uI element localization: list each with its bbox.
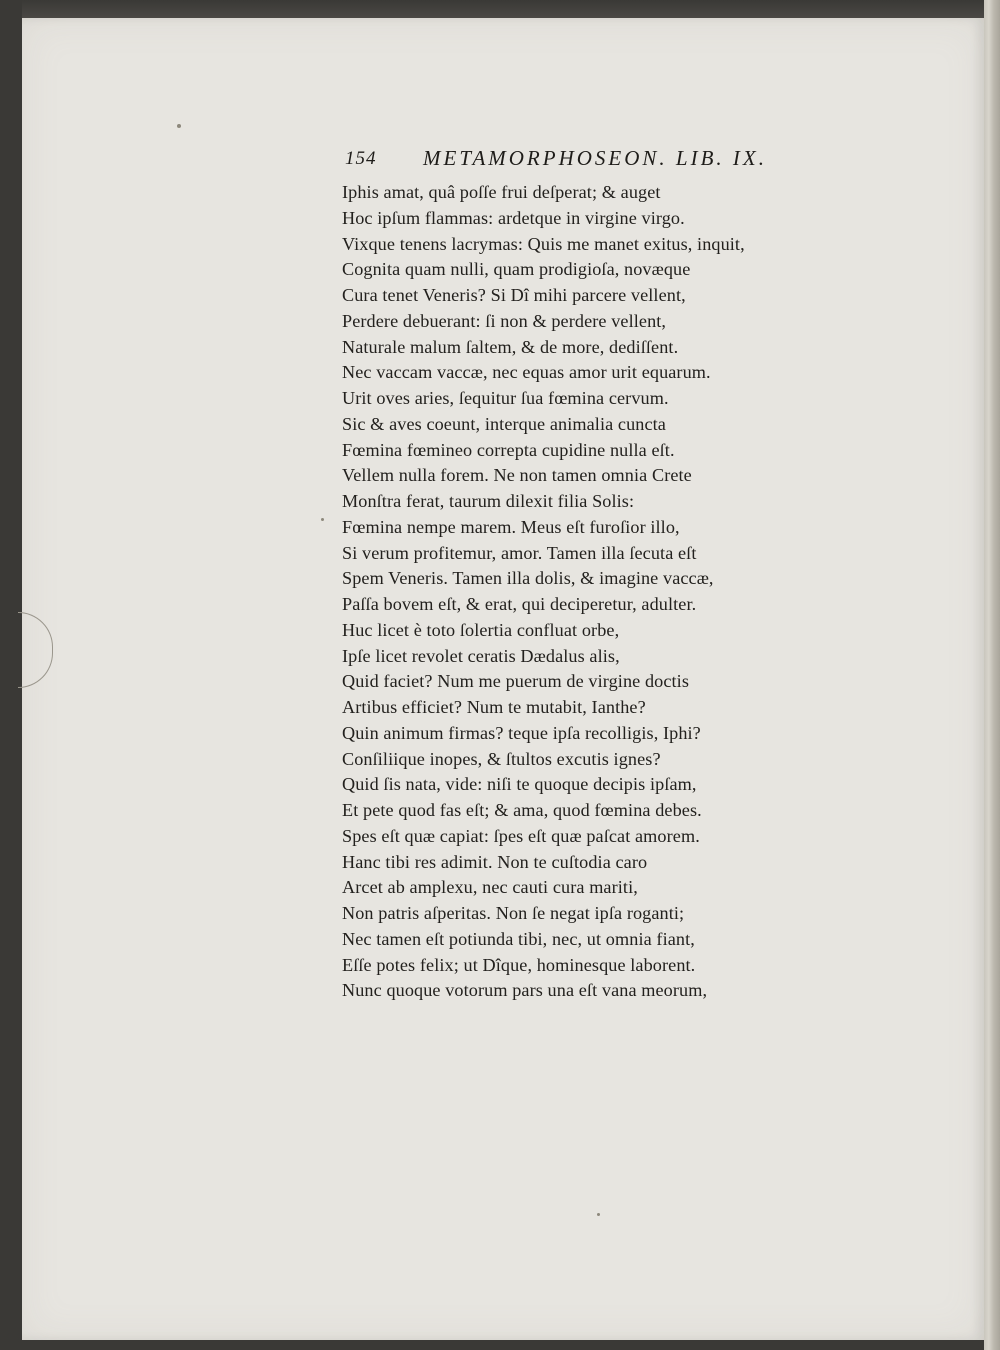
verse-line: Nec vaccam vaccæ, nec equas amor urit equarum. — [342, 362, 711, 383]
verse-line: Hoc ipſum flammas: ardetque in virgine virgo. — [342, 207, 685, 228]
verse-line: Fœmina nempe marem. Meus eſt furoſior illo, — [342, 516, 680, 537]
verse-line: Non patris aſperitas. Non ſe negat ipſa roganti; — [342, 903, 685, 923]
verse-text-block — [342, 180, 812, 1004]
verse-line: Nec tamen eſt potiunda tibi, nec, ut omnia fiant, — [342, 928, 695, 949]
verse-line: Et pete quod fas eſt; & ama, quod fœmina debes. — [342, 800, 702, 820]
verse-line: Quid ſis nata, vide: niſi te quoque decipis ipſam, — [342, 774, 697, 795]
scan-top-edge — [22, 0, 984, 18]
paper-speck — [321, 518, 324, 521]
verse-line: Monſtra ferat, taurum dilexit filia Solis: — [342, 491, 635, 511]
verse-line: Ipſe licet revolet ceratis Dædalus alis, — [342, 645, 620, 666]
verse-line: Urit oves aries, ſequitur ſua fœmina cervum. — [342, 388, 669, 408]
verse-line: Si verum profitemur, amor. Tamen illa ſecuta eſt — [342, 542, 697, 563]
scan-bottom-edge — [22, 1340, 984, 1350]
verse-line: Cura tenet Veneris? Si Dî mihi parcere vellent, — [342, 285, 686, 305]
verse-line: Spem Veneris. Tamen illa dolis, & imagine vaccæ, — [342, 568, 714, 589]
verse-line: Vellem nulla forem. Ne non tamen omnia Crete — [342, 465, 692, 486]
verse-line: Perdere debuerant: ſi non & perdere vellent, — [342, 310, 667, 331]
verse-line: Arcet ab amplexu, nec cauti cura mariti, — [342, 877, 638, 898]
paper-speck — [177, 124, 181, 128]
verse-line: Conſiliique inopes, & ſtultos excutis ignes? — [342, 748, 661, 769]
verse-line: Huc licet è toto ſolertia confluat orbe, — [342, 619, 620, 640]
verse-line: Fœmina fœmineo correpta cupidine nulla eſt. — [342, 439, 675, 460]
verse-line: Nunc quoque votorum pars una eſt vana meorum, — [342, 980, 708, 1001]
verse-line: Cognita quam nulli, quam prodigioſa, novæque — [342, 259, 691, 280]
verse-line: Vixque tenens lacrymas: Quis me manet exitus, inquit, — [342, 233, 745, 254]
verse-line: Artibus efficiet? Num te mutabit, Ianthe? — [342, 697, 646, 717]
verse-line: Eſſe potes felix; ut Dîque, hominesque laborent. — [342, 954, 696, 975]
verse-line: Paſſa bovem eſt, & erat, qui deciperetur, adulter. — [342, 594, 697, 614]
page-header — [345, 148, 815, 178]
page-fore-edge — [984, 0, 1000, 1350]
verse-line: Iphis amat, quâ poſſe frui deſperat; & auget — [342, 182, 661, 202]
verse-line: Quin animum firmas? teque ipſa recolligis, Iphi? — [342, 722, 701, 743]
page-number: 154 — [345, 148, 377, 169]
verse-line: Naturale malum ſaltem, & de more, dediſſent. — [342, 336, 679, 357]
verse-line: Sic & aves coeunt, interque animalia cuncta — [342, 413, 666, 434]
paper-speck — [597, 1213, 600, 1216]
verse-line: Hanc tibi res adimit. Non te cuſtodia caro — [342, 851, 648, 872]
running-title: METAMORPHOSEON. LIB. IX. — [423, 146, 767, 170]
verse-line: Quid faciet? Num me puerum de virgine doctis — [342, 671, 690, 692]
verse-line: Spes eſt quæ capiat: ſpes eſt quæ paſcat amorem. — [342, 825, 700, 846]
